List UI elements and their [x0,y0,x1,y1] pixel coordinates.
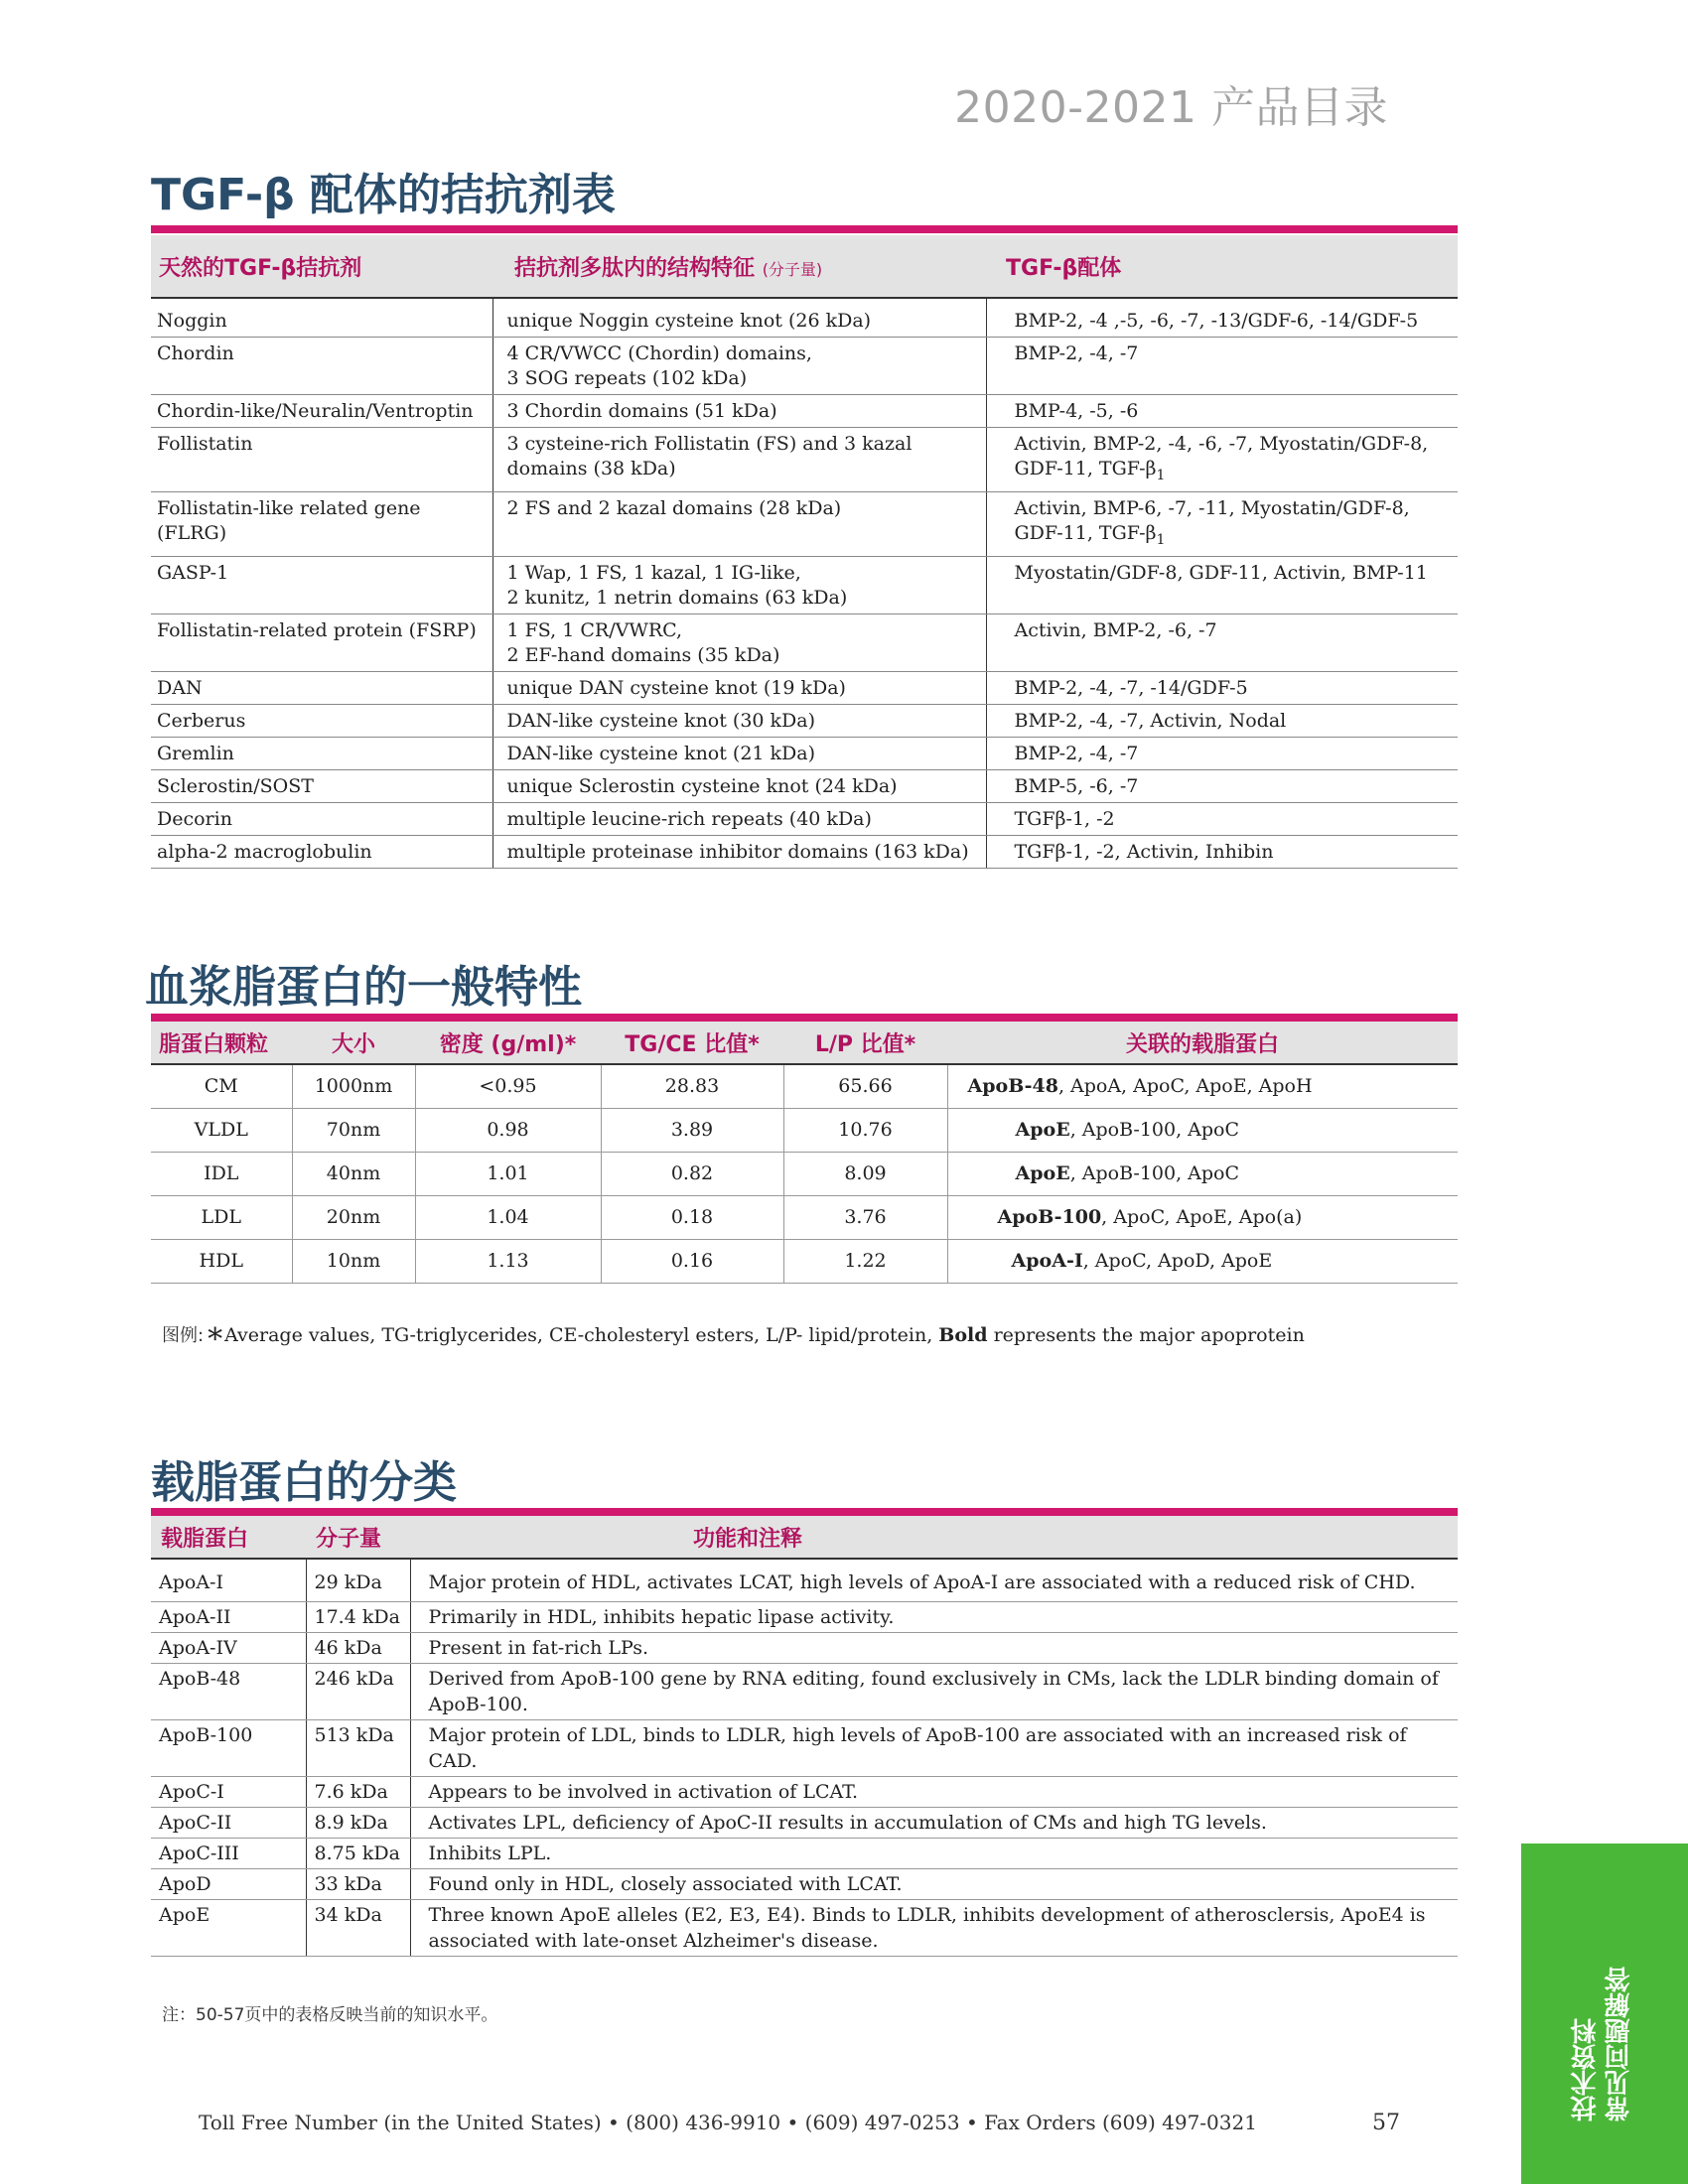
table-row [151,1900,1458,1957]
table-cell: 0.18 [601,1196,783,1240]
antagonist-cell: alpha-2 macroglobulin [151,835,492,868]
apoprotein-name: ApoE [151,1900,306,1957]
lipoprotein-table [151,1022,1458,1284]
ligand-cell: BMP-2, -4, -7, Activin, Nodal [986,704,1458,737]
table-row [151,338,1458,395]
molecular-weight: 34 kDa [306,1900,410,1957]
table-cell: 3.89 [601,1109,783,1153]
catalog-title: 2020-2021 产品目录 [954,82,1388,133]
structure-cell: DAN-like cysteine knot (21 kDa) [492,737,986,769]
ligand-cell: Myostatin/GDF-8, GDF-11, Activin, BMP-11 [986,556,1458,614]
side-section-tab[interactable] [1521,1843,1688,2184]
ligand-cell: BMP-2, -4 ,-5, -6, -7, -13/GDF-6, -14/GDF-5 [986,298,1458,338]
table-cell: LDL [151,1196,292,1240]
table-row [151,671,1458,704]
apoprotein-cell: ApoE, ApoB-100, ApoC [947,1109,1458,1153]
column-header: 天然的TGF-β拮抗剂 [151,235,492,298]
antagonist-cell: Follistatin [151,428,492,492]
apoprotein-name: ApoB-48 [151,1664,306,1720]
apoprotein-cell: ApoA-I, ApoC, ApoD, ApoE [947,1240,1458,1284]
antagonist-cell: Sclerostin/SOST [151,769,492,802]
table-row [151,556,1458,614]
column-header: 脂蛋白颗粒 [151,1022,292,1064]
table-cell: 28.83 [601,1064,783,1109]
function-note: Derived from ApoB-100 gene by RNA editing, found exclusively in CMs, lack the LDLR binding domain of ApoB-100. [410,1664,1458,1720]
footer-contact: Toll Free Number (in the United States) • (800) 436-9910 • (609) 497-0253 • Fax Orders (609) 497-0321 [199,2111,1257,2134]
table-cell: 1.04 [415,1196,601,1240]
antagonist-cell: Gremlin [151,737,492,769]
ligand-cell: Activin, BMP-2, -6, -7 [986,614,1458,671]
table-cell: 0.82 [601,1153,783,1196]
table-cell: VLDL [151,1109,292,1153]
table-cell: 1000nm [292,1064,415,1109]
section-title-lipoprotein: 血浆脂蛋白的一般特性 [145,962,582,1013]
table-row [151,1196,1458,1240]
table-row [151,1808,1458,1839]
apoprotein-name: ApoA-II [151,1602,306,1633]
table-row [151,704,1458,737]
column-header: 功能和注释 [410,1516,1458,1559]
table-row [151,1153,1458,1196]
table-row [151,737,1458,769]
ligand-cell: BMP-5, -6, -7 [986,769,1458,802]
column-header: 拮抗剂多肽内的结构特征 (分子量) [492,235,986,298]
antagonist-cell: Follistatin-related protein (FSRP) [151,614,492,671]
table-row [151,1664,1458,1720]
table-cell: 0.98 [415,1109,601,1153]
ligand-cell: BMP-4, -5, -6 [986,395,1458,428]
ligand-cell: BMP-2, -4, -7 [986,338,1458,395]
antagonist-cell: Chordin-like/Neuralin/Ventroptin [151,395,492,428]
table-cell: <0.95 [415,1064,601,1109]
table-cell: 10.76 [783,1109,947,1153]
column-header: 密度 (g/ml)* [415,1022,601,1064]
table-cell: 40nm [292,1153,415,1196]
apoprotein-name: ApoA-IV [151,1633,306,1664]
table-legend: 图例: * Average values, TG-triglycerides, CE-cholesteryl esters, L/P- lipid/protein, Bold represents the major apoprotein [162,1322,1305,1357]
structure-cell: DAN-like cysteine knot (30 kDa) [492,704,986,737]
apoprotein-cell: ApoE, ApoB-100, ApoC [947,1153,1458,1196]
table-cell: 70nm [292,1109,415,1153]
table-cell: 65.66 [783,1064,947,1109]
function-note: Major protein of LDL, binds to LDLR, high levels of ApoB-100 are associated with an increased risk of CAD. [410,1720,1458,1777]
molecular-weight: 29 kDa [306,1559,410,1602]
table-row [151,1240,1458,1284]
function-note: Present in fat-rich LPs. [410,1633,1458,1664]
table-row [151,491,1458,556]
antagonist-cell: Follistatin-like related gene (FLRG) [151,491,492,556]
table-cell: 1.01 [415,1153,601,1196]
table-cell: 3.76 [783,1196,947,1240]
molecular-weight: 246 kDa [306,1664,410,1720]
table-row [151,428,1458,492]
table-cell: 8.09 [783,1153,947,1196]
apoprotein-cell: ApoB-100, ApoC, ApoE, Apo(a) [947,1196,1458,1240]
section-divider [151,1014,1458,1022]
structure-cell: 1 FS, 1 CR/VWRC, 2 EF-hand domains (35 kDa) [492,614,986,671]
apolipoprotein-table [151,1516,1458,1957]
antagonist-cell: Chordin [151,338,492,395]
molecular-weight: 7.6 kDa [306,1777,410,1808]
function-note: Activates LPL, deficiency of ApoC-II results in accumulation of CMs and high TG levels. [410,1808,1458,1839]
table-row [151,1839,1458,1869]
molecular-weight: 33 kDa [306,1869,410,1900]
function-note: Primarily in HDL, inhibits hepatic lipase activity. [410,1602,1458,1633]
table-row [151,1633,1458,1664]
footnote: 注：50-57页中的表格反映当前的知识水平。 [162,2005,498,2025]
section-title-apolipoprotein: 载脂蛋白的分类 [151,1457,457,1508]
table-row [151,1559,1458,1602]
column-header: 载脂蛋白 [151,1516,306,1559]
function-note: Three known ApoE alleles (E2, E3, E4). Binds to LDLR, inhibits development of atherosclersis, ApoE4 is associated with late-onset Alzheimer's disease. [410,1900,1458,1957]
table-row [151,1064,1458,1109]
apoprotein-cell: ApoB-48, ApoA, ApoC, ApoE, ApoH [947,1064,1458,1109]
tgf-antagonist-table [151,235,1458,869]
table-cell: IDL [151,1153,292,1196]
table-row [151,614,1458,671]
table-row [151,298,1458,338]
table-cell: 20nm [292,1196,415,1240]
antagonist-cell: Cerberus [151,704,492,737]
column-header: TG/CE 比值* [601,1022,783,1064]
table-row [151,1109,1458,1153]
table-cell: 1.22 [783,1240,947,1284]
molecular-weight: 513 kDa [306,1720,410,1777]
molecular-weight: 8.75 kDa [306,1839,410,1869]
table-row [151,769,1458,802]
column-header: 分子量 [306,1516,410,1559]
structure-cell: unique DAN cysteine knot (19 kDa) [492,671,986,704]
ligand-cell: TGFβ-1, -2 [986,802,1458,835]
structure-cell: 3 Chordin domains (51 kDa) [492,395,986,428]
structure-cell: multiple leucine-rich repeats (40 kDa) [492,802,986,835]
section-divider [151,1508,1458,1516]
antagonist-cell: Noggin [151,298,492,338]
structure-cell: unique Noggin cysteine knot (26 kDa) [492,298,986,338]
apoprotein-name: ApoC-III [151,1839,306,1869]
side-tab-label: 技术资料 [1571,2018,1601,2121]
apoprotein-name: ApoB-100 [151,1720,306,1777]
apoprotein-name: ApoC-II [151,1808,306,1839]
table-row [151,835,1458,868]
structure-cell: 3 cysteine-rich Follistatin (FS) and 3 kazal domains (38 kDa) [492,428,986,492]
structure-cell: 4 CR/VWCC (Chordin) domains, 3 SOG repeats (102 kDa) [492,338,986,395]
structure-cell: 1 Wap, 1 FS, 1 kazal, 1 IG-like, 2 kunitz, 1 netrin domains (63 kDa) [492,556,986,614]
antagonist-cell: GASP-1 [151,556,492,614]
table-row [151,802,1458,835]
table-row [151,1777,1458,1808]
page-number: 57 [1372,2111,1400,2135]
ligand-cell: TGFβ-1, -2, Activin, Inhibin [986,835,1458,868]
table-row [151,1869,1458,1900]
molecular-weight: 17.4 kDa [306,1602,410,1633]
table-cell: HDL [151,1240,292,1284]
column-header: 关联的载脂蛋白 [947,1022,1458,1064]
column-header: 大小 [292,1022,415,1064]
section-title-tgf: TGF-β 配体的拮抗剂表 [151,170,616,220]
ligand-cell: Activin, BMP-6, -7, -11, Myostatin/GDF-8, GDF-11, TGF-$\beta_1$ [986,491,1458,556]
function-note: Found only in HDL, closely associated with LCAT. [410,1869,1458,1900]
side-tab-label: 常见问题解答 [1605,1967,1634,2121]
ligand-cell: Activin, BMP-2, -4, -6, -7, Myostatin/GDF-8, GDF-11, TGF-$\beta_1$ [986,428,1458,492]
table-cell: 0.16 [601,1240,783,1284]
ligand-cell: BMP-2, -4, -7, -14/GDF-5 [986,671,1458,704]
apoprotein-name: ApoD [151,1869,306,1900]
structure-cell: 2 FS and 2 kazal domains (28 kDa) [492,491,986,556]
table-cell: 10nm [292,1240,415,1284]
column-header: TGF-β配体 [986,235,1458,298]
function-note: Major protein of HDL, activates LCAT, high levels of ApoA-I are associated with a reduced risk of CHD. [410,1559,1458,1602]
ligand-cell: BMP-2, -4, -7 [986,737,1458,769]
table-cell: CM [151,1064,292,1109]
table-row [151,1720,1458,1777]
column-header: L/P 比值* [783,1022,947,1064]
section-divider [151,225,1458,233]
structure-cell: multiple proteinase inhibitor domains (163 kDa) [492,835,986,868]
antagonist-cell: DAN [151,671,492,704]
molecular-weight: 46 kDa [306,1633,410,1664]
structure-cell: unique Sclerostin cysteine knot (24 kDa) [492,769,986,802]
function-note: Inhibits LPL. [410,1839,1458,1869]
function-note: Appears to be involved in activation of LCAT. [410,1777,1458,1808]
apoprotein-name: ApoC-I [151,1777,306,1808]
table-row [151,1602,1458,1633]
table-row [151,395,1458,428]
table-cell: 1.13 [415,1240,601,1284]
antagonist-cell: Decorin [151,802,492,835]
molecular-weight: 8.9 kDa [306,1808,410,1839]
apoprotein-name: ApoA-I [151,1559,306,1602]
